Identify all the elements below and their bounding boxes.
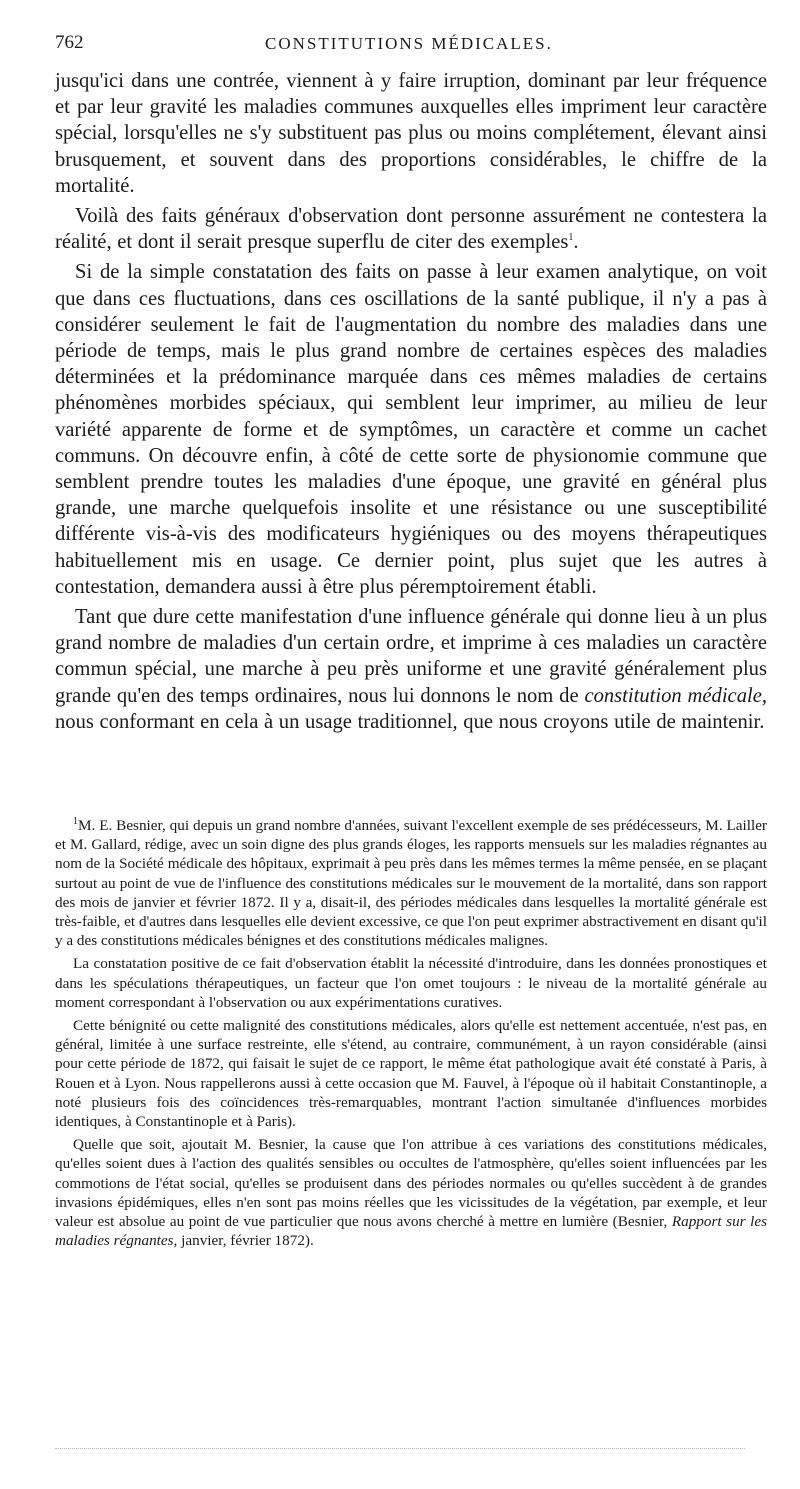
footnote-4-emphasis: Rapport sur les maladies régnantes	[55, 1213, 767, 1250]
paragraph-4	[55, 604, 767, 735]
paragraph-1: jusqu'ici dans une contrée, viennent à y faire irruption, dominant par leur fréquence et par leur gravité les maladies communes auxquelles elles impriment leur caractère spécial, lorsqu'elles ne s'y substituent pas plus ou moins complétement, élevant ainsi brusquement, et souvent dans des proportions considérables, le chiffre de la mortalité.	[55, 70, 767, 197]
paragraph-4-text-a: Tant que dure cette manifestation d'une influence générale qui donne lieu à un plus grand nombre de maladies d'un certain ordre, et imprime à ces maladies un caractère commun spécial, une marche à peu près uniforme et une gravité généralement plus grande qu'en des temps ordinaires, nous lui donnons le nom de	[55, 606, 767, 707]
paragraph-2-end: .	[573, 231, 579, 254]
paragraph-2	[55, 203, 767, 255]
footnote-4-text-b: , janvier, février 1872).	[173, 1232, 314, 1250]
footnote-paragraph-2: La constatation positive de ce fait d'observation établit la nécessité d'introduire, dans les données pronostiques et dans les spéculations thérapeutiques, un facteur que l'on omet toujours : le niveau de la mortalité générale au moment correspondant à l'observation ou aux expérimentations curatives.	[55, 955, 767, 1011]
footnote-1	[55, 816, 767, 950]
page-bottom-rule	[55, 1448, 745, 1449]
main-text	[55, 68, 767, 735]
footnotes	[55, 816, 767, 1250]
paragraph-3: Si de la simple constatation des faits on passe à leur examen analytique, on voit que dans ces fluctuations, dans ces oscillations de la santé publique, il n'y a pas à considérer seulement le fait de l'augmentation du nombre des maladies dans une période de temps, mais le plus grand nombre de certaines espèces des maladies déterminées et la prédominance marquée dans ces mêmes maladies de certains phénomènes morbides spéciaux, qui semblent leur imprimer, au milieu de leur variété apparente de forme et de symptômes, un caractère et comme un cachet communs. On découvre enfin, à côté de cette sorte de physionomie commune que semblent prendre toutes les maladies d'une époque, une gravité en général plus grande, une marche quelquefois insolite et une résistance ou une susceptibilité différente vis-à-vis des modificateurs hygiéniques ou des moyens thérapeutiques habituellement mis en usage. Ce dernier point, plus sujet que les autres à contestation, demandera aussi à être plus péremptoirement établi.	[55, 261, 767, 598]
footnote-paragraph-3: Cette bénignité ou cette malignité des constitutions médicales, alors qu'elle est nettement accentuée, n'est pas, en général, limitée à une surface restreinte, elle s'étend, au contraire, communément, à un rayon considérable (ainsi pour cette période de 1872, qui faisait le sujet de ce rapport, le même état pathologique avait été constaté à Paris, à Rouen et à Lyon. Nous rappellerons aussi à cette occasion que M. Fauvel, à l'époque où il habitait Constantinople, a noté plusieurs fois des coïncidences très-remarquables, montrant l'action simultanée d'influences morbides identiques, à Constantinople et à Paris).	[55, 1017, 767, 1131]
footnote-1-text: M. E. Besnier, qui depuis un grand nombre d'années, suivant l'excellent exemple de ses prédécesseurs, M. Lailler et M. Gallard, rédige, avec un soin digne des plus grands éloges, les rapports mensuels sur les maladies régnantes au nom de la Société médicale des hôpitaux, exprimait à peu près dans les mêmes termes la même pensée, en se plaçant surtout au point de vue de l'influence des constitutions médicales sur le mouvement de la mortalité, dans son rapport des mois de janvier et février 1872. Il y a, disait-il, des périodes médicales dans lesquelles la mortalité générale est très-faible, et d'autres dans lesquelles elle devient excessive, ce que l'on peut exprimer abstractivement en disant qu'il y a des constitutions médicales bénignes et des constitutions médicales malignes.	[55, 817, 767, 950]
running-title: CONSTITUTIONS MÉDICALES.	[265, 34, 553, 53]
footnote-paragraph-4	[55, 1135, 767, 1250]
page-number: 762	[55, 32, 84, 53]
paragraph-4-text-b: , nous conformant en cela à un usage traditionnel, que nous croyons utile de maintenir.	[55, 684, 768, 733]
paragraph-4-emphasis: constitution médicale	[584, 684, 762, 707]
page-header	[55, 32, 765, 62]
footnote-4-text-a: Quelle que soit, ajoutait M. Besnier, la cause que l'on attribue à ces variations des constitutions médicales, qu'elles soient dues à l'action des qualités sensibles ou occultes de l'atmosphère, qu'elles soient influencées par les commotions de l'état social, qu'elles se produisent dans des périodes normales ou qu'elles succèdent à de grandes invasions épidémiques, elles n'en sont pas moins réelles que les vicissitudes de la végétation, par exemple, et leur valeur est absolue au point de vue particulier que nous avons cherché à mettre en lumière (Besnier,	[55, 1136, 767, 1231]
footnote-marker: 1	[73, 815, 78, 827]
footnote-reference: 1	[568, 232, 574, 244]
paragraph-2-text: Voilà des faits généraux d'observation dont personne assurément ne contestera la réalité, et dont il serait presque superflu de citer des exemples	[55, 205, 767, 254]
